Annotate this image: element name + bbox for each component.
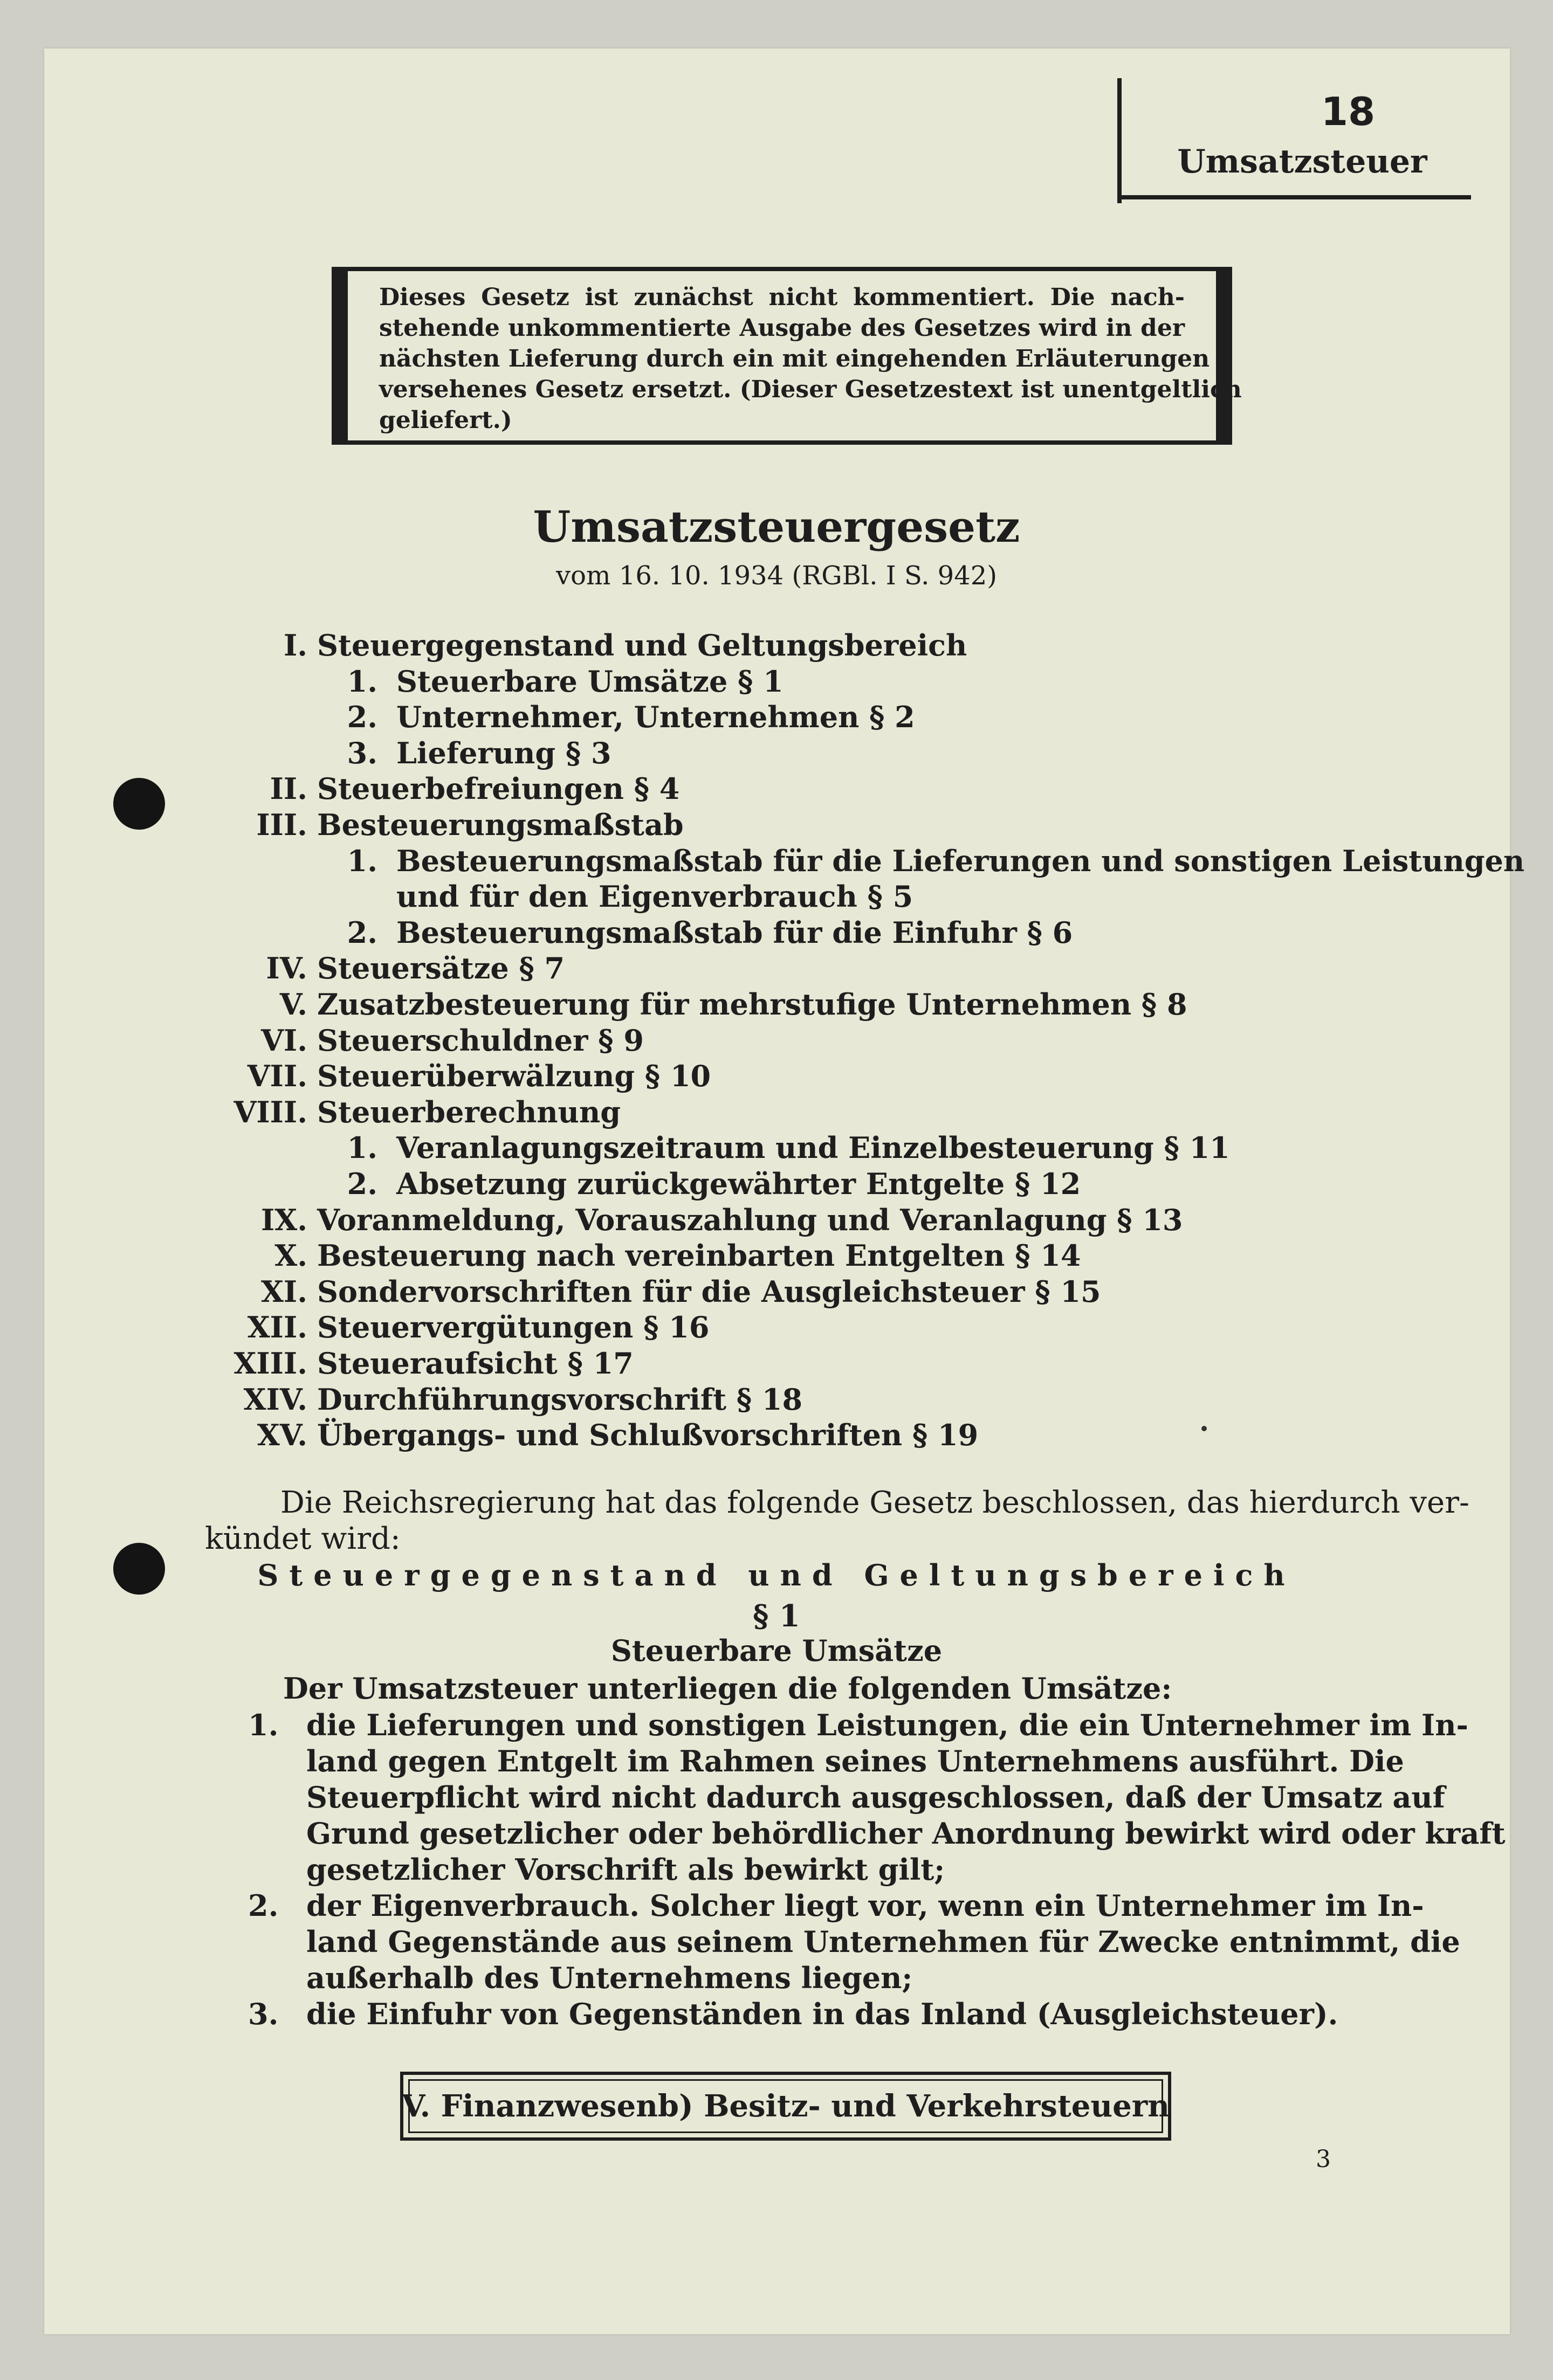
toc-row <box>0 1130 1553 1166</box>
toc-row <box>0 664 1553 700</box>
toc-label: Steueraufsicht § 17 <box>317 1346 634 1381</box>
toc-row <box>0 628 1553 664</box>
toc-number: IV. <box>266 951 307 985</box>
toc-row <box>0 1238 1553 1274</box>
notice-line: stehende unkommentierte Ausgabe des Gesetzes wird in der <box>379 314 1185 342</box>
toc-number: II. <box>270 771 307 806</box>
toc-label: Unternehmer, Unternehmen § 2 <box>396 700 915 734</box>
notice-box <box>332 267 1242 445</box>
toc-label: Steuerbefreiungen § 4 <box>317 771 680 806</box>
intro-sentence: Der Umsatzsteuer unterliegen die folgenden Umsätze: <box>283 1671 1172 1706</box>
footer-box <box>400 2072 1171 2141</box>
toc-label: Steuergegenstand und Geltungsbereich <box>317 628 967 663</box>
list-item-line: Grund gesetzlicher oder behördlicher Anordnung bewirkt wird oder kraft <box>306 1816 1506 1851</box>
toc-label: Steuerüberwälzung § 10 <box>317 1059 711 1093</box>
toc-number: 2. <box>347 1167 377 1201</box>
list-item-line: land gegen Entgelt im Rahmen seines Unternehmens ausführt. Die <box>306 1744 1404 1778</box>
toc-label: Besteuerungsmaßstab <box>317 808 684 842</box>
toc-number: 1. <box>347 664 377 699</box>
toc-number: VIII. <box>233 1095 307 1129</box>
list-item-line: die Lieferungen und sonstigen Leistungen, die ein Unternehmer im In- <box>306 1708 1468 1742</box>
list-item-number: 1. <box>248 1708 279 1742</box>
toc-label: Steuerbare Umsätze § 1 <box>396 664 784 699</box>
toc-number: XV. <box>257 1418 307 1452</box>
toc-row <box>0 1095 1553 1130</box>
toc-row <box>0 736 1553 771</box>
toc-row <box>0 951 1553 987</box>
toc-row <box>0 915 1553 951</box>
toc-label: Zusatzbesteuerung für mehrstufige Unternehmen § 8 <box>317 987 1187 1022</box>
toc-number: XI. <box>261 1274 307 1309</box>
toc-row <box>0 1274 1553 1310</box>
footer-box-inner <box>402 2079 1170 2133</box>
list-item-line: gesetzlicher Vorschrift als bewirkt gilt; <box>306 1852 945 1887</box>
toc-label: Übergangs- und Schlußvorschriften § 19 <box>317 1418 979 1452</box>
toc-row <box>0 1203 1553 1238</box>
toc-number: III. <box>256 808 307 842</box>
toc-number: VII. <box>247 1059 307 1093</box>
toc-number: 2. <box>347 700 377 734</box>
stray-mark <box>1201 1426 1207 1431</box>
toc-label: Besteuerung nach vereinbarten Entgelten § 14 <box>317 1238 1081 1273</box>
toc-row <box>0 844 1553 879</box>
toc-row <box>0 1167 1553 1202</box>
toc-number: XII. <box>247 1310 307 1344</box>
list-item-line: Steuerpflicht wird nicht dadurch ausgeschlossen, daß der Umsatz auf <box>306 1780 1445 1815</box>
toc-row <box>0 1346 1553 1382</box>
law-date: vom 16. 10. 1934 (RGBl. I S. 942) <box>556 561 997 591</box>
list-item-line: die Einfuhr von Gegenständen in das Inland (Ausgleichsteuer). <box>306 1997 1338 2031</box>
chapter-heading: Steuergegenstand und Geltungsbereich <box>257 1558 1296 1592</box>
toc-number: IX. <box>261 1203 307 1237</box>
toc-row <box>0 1023 1553 1059</box>
toc-row <box>0 1382 1553 1418</box>
notice-line: nächsten Lieferung durch ein mit eingehenden Erläuterungen <box>379 345 1210 372</box>
toc-number: X. <box>274 1238 307 1273</box>
list-item-line: außerhalb des Unternehmens liegen; <box>306 1961 913 1995</box>
toc-label: und für den Eigenverbrauch § 5 <box>396 879 913 914</box>
toc-number: I. <box>283 628 307 663</box>
footer-part: V. Finanzwesen <box>402 2088 658 2124</box>
toc-number: 3. <box>347 736 377 770</box>
toc-number: 2. <box>347 915 377 950</box>
notice-line: geliefert.) <box>379 406 512 434</box>
toc-number: XIV. <box>243 1382 307 1417</box>
toc-row <box>0 1310 1553 1346</box>
preamble-line: Die Reichsregierung hat das folgende Gesetz beschlossen, das hierdurch ver- <box>280 1485 1469 1520</box>
toc-label: Besteuerungsmaßstab für die Lieferungen und sonstigen Leistungen <box>396 844 1525 878</box>
list-item-number: 2. <box>248 1888 279 1923</box>
page-number: 3 <box>1316 2146 1331 2173</box>
toc-label: Steuervergütungen § 16 <box>317 1310 710 1344</box>
toc-row <box>0 808 1553 843</box>
toc-number: 1. <box>347 844 377 878</box>
list-item-number: 3. <box>248 1997 279 2031</box>
header-horizontal-rule <box>1117 195 1471 199</box>
preamble-line: kündet wird: <box>205 1521 401 1556</box>
toc-label: Steuerschuldner § 9 <box>317 1023 644 1058</box>
footer-subpart: b) Besitz- und Verkehrsteuern <box>657 2088 1170 2124</box>
toc-label: Veranlagungszeitraum und Einzelbesteuerung § 11 <box>396 1130 1230 1165</box>
toc-label: Besteuerungsmaßstab für die Einfuhr § 6 <box>396 915 1073 950</box>
toc-row <box>0 771 1553 807</box>
toc-label: Sondervorschriften für die Ausgleichsteuer § 15 <box>317 1274 1101 1309</box>
list-item-line: der Eigenverbrauch. Solcher liegt vor, wenn ein Unternehmer im In- <box>306 1888 1424 1923</box>
toc-label: Steuerberechnung <box>317 1095 621 1129</box>
document-topic: Umsatzsteuer <box>1177 143 1427 181</box>
toc-label: Steuersätze § 7 <box>317 951 565 985</box>
document-number: 18 <box>1321 89 1376 134</box>
toc-row <box>0 700 1553 735</box>
notice-line: versehenes Gesetz ersetzt. (Dieser Gesetzestext ist unentgeltlich <box>379 376 1242 403</box>
notice-line: Dieses Gesetz ist zunächst nicht kommentiert. Die nach- <box>379 284 1185 311</box>
law-title: Umsatzsteuergesetz <box>533 501 1020 552</box>
toc-row <box>0 1418 1553 1453</box>
toc-label: Absetzung zurückgewährter Entgelte § 12 <box>396 1167 1081 1201</box>
toc-number: XIII. <box>233 1346 307 1381</box>
section-number: § 1 <box>753 1598 800 1634</box>
header-vertical-rule <box>1117 78 1122 203</box>
toc-number: V. <box>279 987 307 1022</box>
toc-number: 1. <box>347 1130 377 1165</box>
toc-label: Durchführungsvorschrift § 18 <box>317 1382 803 1417</box>
section-title: Steuerbare Umsätze <box>610 1633 943 1668</box>
toc-row <box>0 987 1553 1023</box>
toc-number: VI. <box>261 1023 307 1058</box>
toc-row <box>0 879 1553 915</box>
toc-row <box>0 1059 1553 1094</box>
toc-label: Lieferung § 3 <box>396 736 611 770</box>
list-item-line: land Gegenstände aus seinem Unternehmen für Zwecke entnimmt, die <box>306 1924 1460 1959</box>
toc-label: Voranmeldung, Vorauszahlung und Veranlagung § 13 <box>317 1203 1183 1237</box>
